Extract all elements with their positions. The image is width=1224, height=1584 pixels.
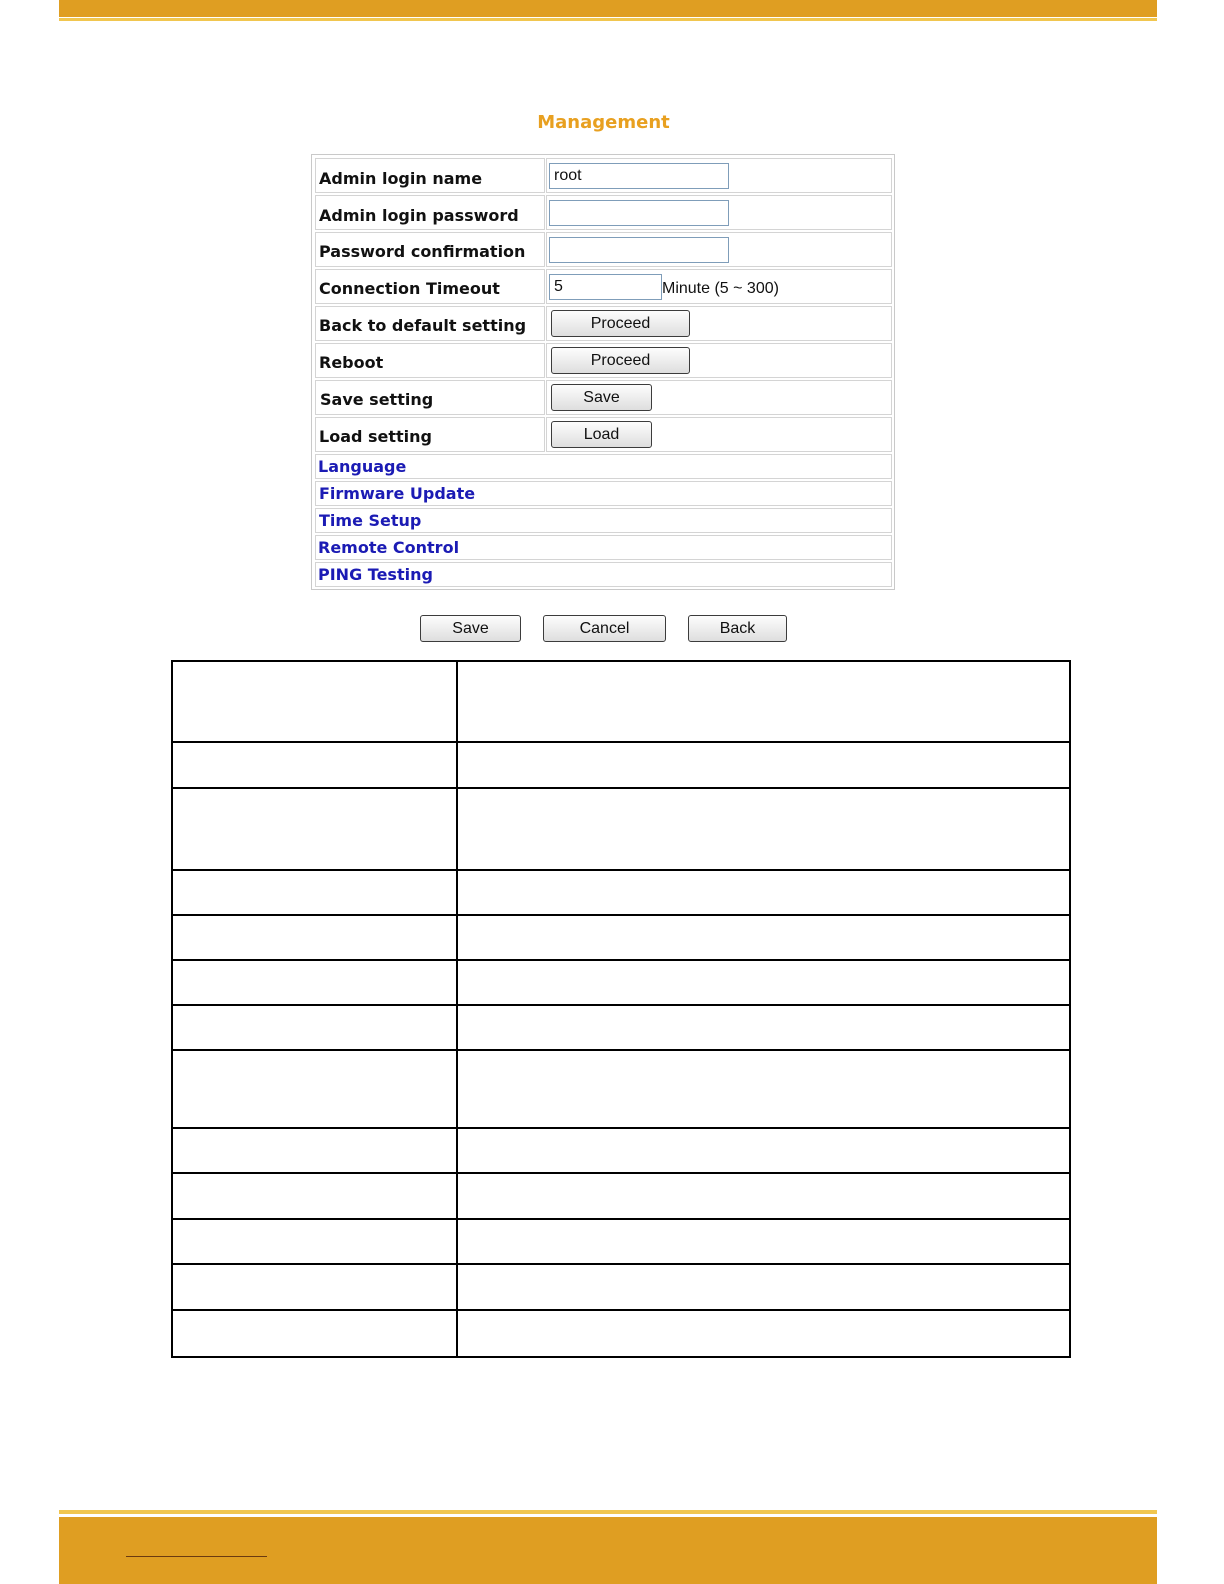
value-cell bbox=[546, 195, 892, 230]
language-link[interactable]: Language bbox=[318, 457, 407, 476]
table-row-divider bbox=[171, 1127, 1071, 1129]
connection-timeout-unit: Minute (5 ~ 300) bbox=[662, 280, 779, 297]
table-column-divider bbox=[456, 660, 458, 1358]
value-cell bbox=[546, 158, 892, 193]
firmware-update-link[interactable]: Firmware Update bbox=[319, 484, 476, 503]
table-border-right bbox=[1069, 660, 1071, 1358]
label-cell bbox=[315, 380, 545, 415]
link-row bbox=[315, 508, 892, 533]
table-border-bottom bbox=[171, 1356, 1071, 1358]
table-border-left bbox=[171, 660, 173, 1358]
footer-rule bbox=[126, 1556, 267, 1557]
label-cell bbox=[315, 269, 545, 304]
reboot-label: Reboot bbox=[319, 353, 384, 372]
time-setup-link[interactable]: Time Setup bbox=[319, 511, 422, 530]
link-row bbox=[315, 535, 892, 560]
page-title: Management bbox=[537, 112, 670, 133]
reboot-proceed-button[interactable]: Proceed bbox=[551, 347, 690, 374]
table-border-top bbox=[171, 660, 1071, 662]
table-row-divider bbox=[171, 1004, 1071, 1006]
table-row-divider bbox=[171, 1263, 1071, 1265]
bottom-banner bbox=[59, 1517, 1157, 1584]
table-row-divider bbox=[171, 914, 1071, 916]
save-button[interactable]: Save bbox=[420, 615, 521, 642]
back-to-default-proceed-button[interactable]: Proceed bbox=[551, 310, 690, 337]
admin-login-password-input[interactable] bbox=[549, 200, 729, 226]
bottom-banner-accent bbox=[59, 1510, 1157, 1514]
connection-timeout-label: Connection Timeout bbox=[319, 279, 500, 298]
link-row bbox=[315, 481, 892, 506]
table-row-divider bbox=[171, 959, 1071, 961]
value-cell bbox=[546, 380, 892, 415]
table-row-divider bbox=[171, 1172, 1071, 1174]
table-row-divider bbox=[171, 787, 1071, 789]
password-confirmation-label: Password confirmation bbox=[319, 242, 526, 261]
load-setting-label: Load setting bbox=[319, 427, 433, 446]
table-row-divider bbox=[171, 1049, 1071, 1051]
admin-login-name-input[interactable] bbox=[549, 163, 729, 189]
back-button[interactable]: Back bbox=[688, 615, 787, 642]
remote-control-link[interactable]: Remote Control bbox=[318, 538, 460, 557]
top-banner-accent bbox=[59, 18, 1157, 21]
password-confirmation-input[interactable] bbox=[549, 237, 729, 263]
save-setting-label: Save setting bbox=[320, 390, 434, 409]
connection-timeout-input[interactable] bbox=[549, 274, 662, 300]
admin-login-name-label: Admin login name bbox=[319, 169, 483, 188]
link-row bbox=[315, 562, 892, 587]
value-cell bbox=[546, 269, 892, 304]
label-cell bbox=[315, 343, 545, 378]
value-cell bbox=[546, 306, 892, 341]
description-table bbox=[171, 660, 1071, 1358]
load-setting-button[interactable]: Load bbox=[551, 421, 652, 448]
label-cell bbox=[315, 195, 545, 230]
value-cell bbox=[546, 343, 892, 378]
table-row-divider bbox=[171, 869, 1071, 871]
value-cell bbox=[546, 417, 892, 452]
table-row-divider bbox=[171, 741, 1071, 743]
top-banner bbox=[59, 0, 1157, 17]
label-cell bbox=[315, 158, 545, 193]
table-row-divider bbox=[171, 1218, 1071, 1220]
save-setting-button[interactable]: Save bbox=[551, 384, 652, 411]
back-to-default-label: Back to default setting bbox=[319, 316, 527, 335]
management-panel bbox=[311, 154, 895, 590]
label-cell bbox=[315, 232, 545, 267]
ping-testing-link[interactable]: PING Testing bbox=[318, 565, 433, 584]
admin-login-password-label: Admin login password bbox=[319, 206, 519, 225]
cancel-button[interactable]: Cancel bbox=[543, 615, 666, 642]
value-cell bbox=[546, 232, 892, 267]
link-row bbox=[315, 454, 892, 479]
table-row-divider bbox=[171, 1309, 1071, 1311]
label-cell bbox=[315, 306, 545, 341]
label-cell bbox=[315, 417, 545, 452]
